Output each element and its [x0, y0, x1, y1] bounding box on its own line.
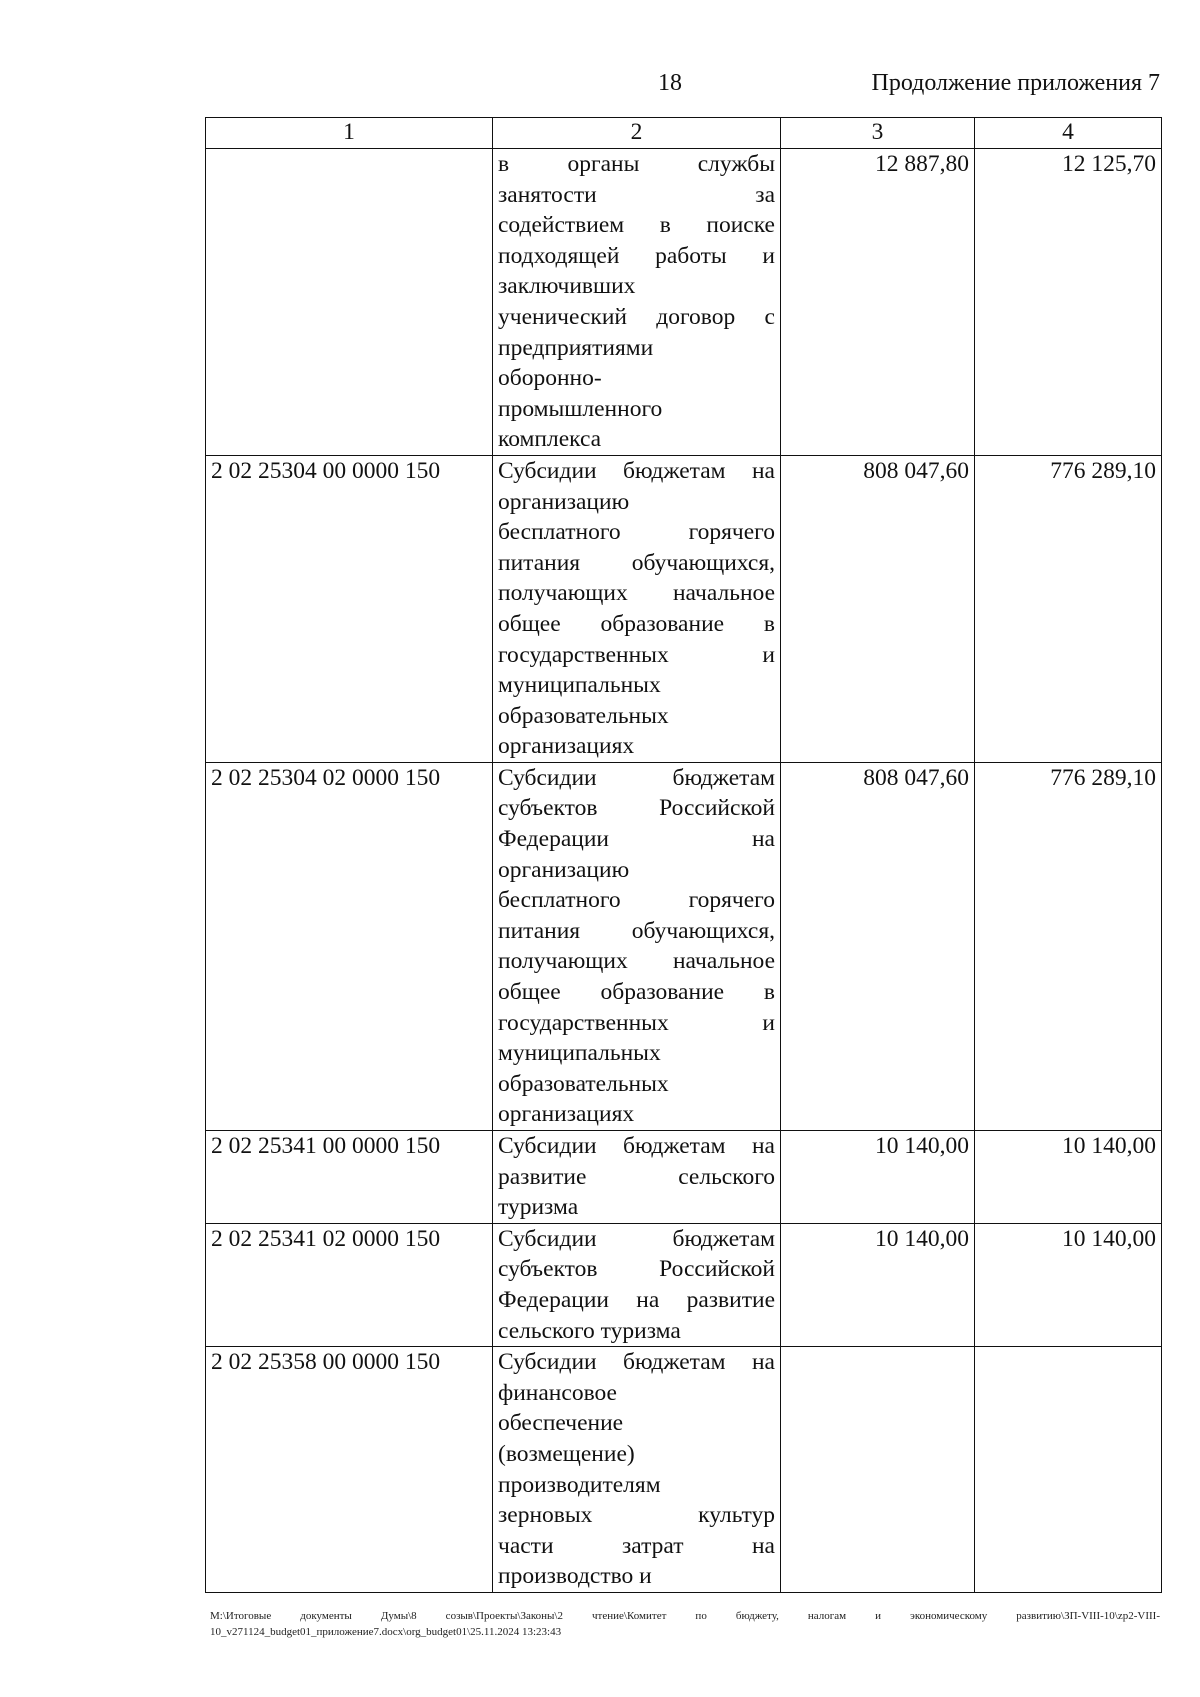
amount-col3-cell: 808 047,60 [781, 455, 975, 762]
table-row [206, 1223, 1162, 1346]
description-line: Субсидии бюджетам на [498, 1133, 775, 1159]
description-line: бесплатного горячего [498, 887, 775, 914]
description-cell [493, 1223, 781, 1346]
column-header-1: 1 [206, 118, 493, 149]
table-header-row [206, 118, 1162, 149]
description-line: субъектов Российской [498, 1256, 775, 1283]
column-header-4: 4 [975, 118, 1162, 149]
description-line: Субсидии бюджетам [498, 764, 775, 791]
description-line: предприятиями [498, 334, 654, 361]
amount-col4-cell: 10 140,00 [975, 1223, 1162, 1346]
description-line: Субсидии бюджетам [498, 1225, 775, 1252]
amount-col4-cell: 776 289,10 [975, 762, 1162, 1130]
table-body [206, 149, 1162, 1593]
description-line: зерновых культур [498, 1502, 775, 1529]
description-line: комплекса [498, 426, 602, 453]
description-line: муниципальных [498, 1040, 661, 1067]
budget-code-cell [206, 149, 493, 456]
table-row [206, 149, 1162, 456]
description-line: обеспечение [498, 1410, 624, 1437]
budget-code-cell: 2 02 25358 00 0000 150 [206, 1347, 493, 1593]
table-row [206, 1131, 1162, 1224]
description-cell [493, 149, 781, 456]
amount-col4-cell: 776 289,10 [975, 455, 1162, 762]
amount-col4-cell: 12 125,70 [975, 149, 1162, 456]
description-line: туризма [498, 1194, 579, 1221]
amount-col4-cell [975, 1347, 1162, 1593]
amount-col3-cell: 12 887,80 [781, 149, 975, 456]
description-line: производство и [498, 1563, 652, 1590]
description-line: организацию [498, 488, 630, 515]
description-line: заключивших [498, 273, 636, 300]
description-line: содействием в поиске [498, 212, 775, 239]
description-cell [493, 455, 781, 762]
budget-code-cell: 2 02 25341 00 0000 150 [206, 1131, 493, 1224]
description-line: образовательных [498, 702, 669, 729]
description-line: сельского туризма [498, 1317, 681, 1344]
description-line: в органы службы [498, 151, 775, 177]
description-line: питания обучающихся, [498, 549, 775, 576]
description-line: Федерации на развитие [498, 1286, 775, 1313]
description-line: питания обучающихся, [498, 917, 775, 944]
description-line: занятости за [498, 181, 775, 208]
column-header-3: 3 [781, 118, 975, 149]
description-cell [493, 1131, 781, 1224]
document-file-path: M:\Итоговые документы Думы\8 созыв\Проекты\Законы\2 чтение\Комитет по бюджету, налогам и экономическому развитию\ЗП-VIII-10\zp2-VIII-10_v271124_budget01_приложение7.docx\org_budget01\25.11.2024 13:23:43 [210, 1610, 1160, 1638]
description-line: Субсидии бюджетам на [498, 1349, 775, 1376]
budget-code-cell: 2 02 25341 02 0000 150 [206, 1223, 493, 1346]
column-header-2: 2 [493, 118, 781, 149]
amount-col4-cell: 10 140,00 [975, 1131, 1162, 1224]
table-header [206, 118, 1162, 149]
description-line: оборонно- [498, 365, 602, 392]
budget-code-cell: 2 02 25304 00 0000 150 [206, 455, 493, 762]
description-line: общее образование в [498, 610, 775, 637]
description-line: части затрат на [498, 1532, 775, 1559]
description-line: Субсидии бюджетам на [498, 457, 775, 484]
amount-col3-cell: 808 047,60 [781, 762, 975, 1130]
description-line: государственных и [498, 1009, 775, 1036]
appendix-continuation-title: Продолжение приложения 7 [871, 70, 1160, 96]
page-number: 18 [658, 70, 682, 96]
description-line: государственных и [498, 641, 775, 668]
description-line: (возмещение) [498, 1440, 635, 1467]
description-line: муниципальных [498, 672, 661, 699]
budget-code-cell: 2 02 25304 02 0000 150 [206, 762, 493, 1130]
description-line: субъектов Российской [498, 795, 775, 822]
description-line: организацию [498, 856, 630, 883]
description-line: Федерации на [498, 826, 775, 853]
table-row [206, 455, 1162, 762]
budget-table [205, 117, 1162, 1593]
amount-col3-cell: 10 140,00 [781, 1223, 975, 1346]
description-cell [493, 1347, 781, 1593]
description-line: получающих начальное [498, 948, 775, 975]
description-line: промышленного [498, 395, 663, 422]
table-row [206, 762, 1162, 1130]
description-line: организациях [498, 733, 635, 760]
description-line: подходящей работы и [498, 242, 775, 269]
description-line: производителям [498, 1471, 661, 1498]
description-cell [493, 762, 781, 1130]
description-line: развитие сельского [498, 1163, 775, 1190]
amount-col3-cell [781, 1347, 975, 1593]
description-line: образовательных [498, 1070, 669, 1097]
description-line: бесплатного горячего [498, 519, 775, 546]
description-line: организациях [498, 1101, 635, 1128]
description-line: получающих начальное [498, 580, 775, 607]
amount-col3-cell: 10 140,00 [781, 1131, 975, 1224]
description-line: ученический договор с [498, 303, 775, 330]
description-line: общее образование в [498, 979, 775, 1006]
table-row [206, 1347, 1162, 1593]
description-line: финансовое [498, 1379, 617, 1406]
